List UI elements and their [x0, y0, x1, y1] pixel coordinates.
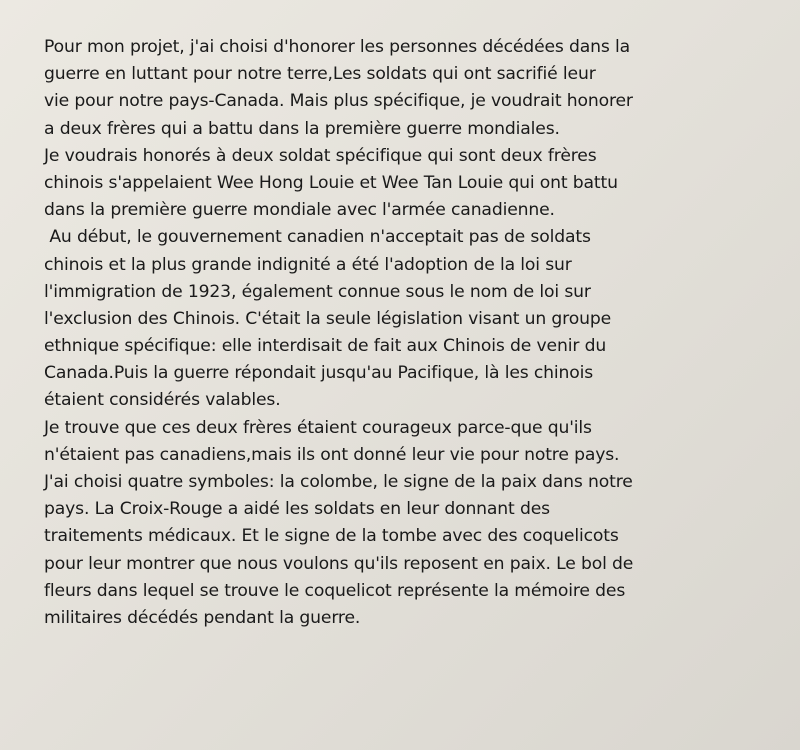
text-line-5: Je voudrais honorés à deux soldat spécifique qui sont deux frères — [44, 145, 597, 166]
text-line-7: dans la première guerre mondiale avec l'armée canadienne. — [44, 200, 555, 221]
text-line-2: guerre en luttant pour notre terre,Les soldats qui ont sacrifié leur — [44, 64, 596, 85]
text-line-10: l'immigration de 1923, également connue sous le nom de loi sur — [44, 281, 591, 302]
text-line-15: Je trouve que ces deux frères étaient courageux parce-que qu'ils — [44, 417, 592, 438]
text-line-20: pour leur montrer que nous voulons qu'ils reposent en paix. Le bol de — [44, 553, 634, 574]
text-line-8: Au début, le gouvernement canadien n'acceptait pas de soldats — [44, 227, 591, 248]
text-line-9: chinois et la plus grande indignité a été l'adoption de la loi sur — [44, 254, 572, 275]
text-line-16: n'étaient pas canadiens,mais ils ont donné leur vie pour notre pays. — [44, 444, 620, 465]
text-line-19: traitements médicaux. Et le signe de la tombe avec des coquelicots — [44, 526, 619, 547]
text-line-21: fleurs dans lequel se trouve le coquelicot représente la mémoire des — [44, 580, 626, 601]
text-line-3: vie pour notre pays-Canada. Mais plus spécifique, je voudrait honorer — [44, 91, 633, 112]
text-line-11: l'exclusion des Chinois. C'était la seule législation visant un groupe — [44, 308, 612, 329]
text-line-14: étaient considérés valables. — [44, 390, 281, 411]
text-line-4: a deux frères qui a battu dans la première guerre mondiales. — [44, 118, 560, 139]
text-line-12: ethnique spécifique: elle interdisait de fait aux Chinois de venir du — [44, 336, 607, 357]
text-line-17: J'ai choisi quatre symboles: la colombe, le signe de la paix dans notre — [44, 472, 633, 492]
text-line-6: chinois s'appelaient Wee Hong Louie et Wee Tan Louie qui ont battu — [44, 172, 618, 193]
text-line-18: pays. La Croix-Rouge a aidé les soldats en leur donnant des — [44, 499, 550, 520]
text-line-13: Canada.Puis la guerre répondait jusqu'au Pacifique, là les chinois — [44, 363, 594, 384]
text-line-1: Pour mon projet, j'ai choisi d'honorer les personnes décédées dans la — [44, 37, 631, 57]
text-line-22: militaires décédés pendant la guerre. — [44, 607, 361, 628]
body-text — [44, 34, 784, 632]
